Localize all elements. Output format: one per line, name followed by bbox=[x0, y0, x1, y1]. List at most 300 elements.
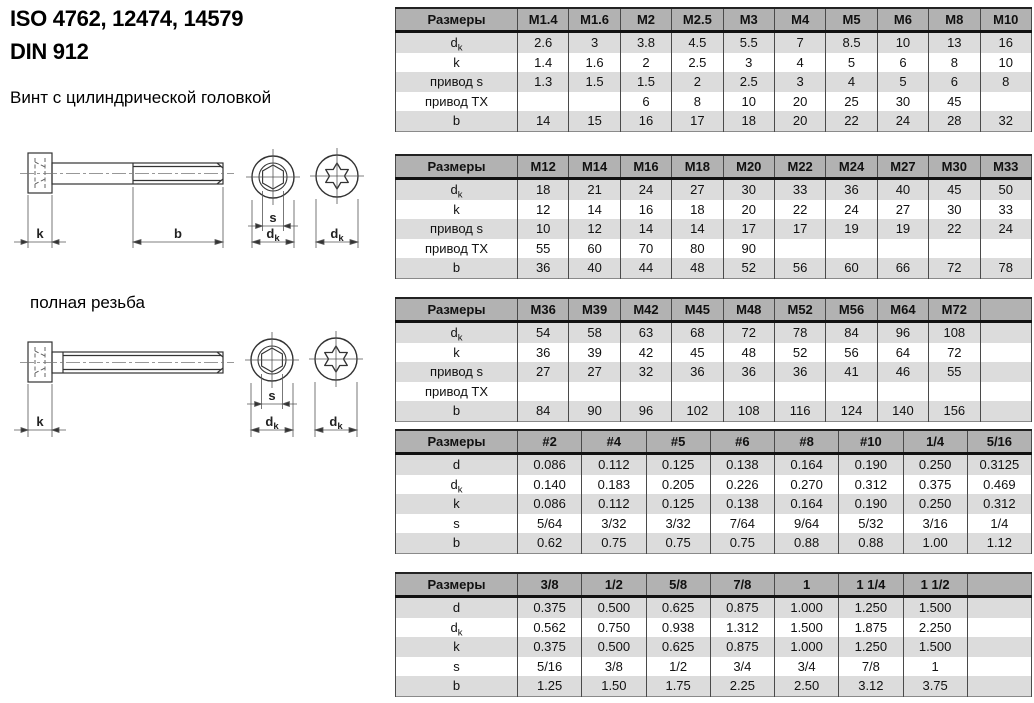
value-cell: 22 bbox=[929, 219, 980, 239]
value-cell: 108 bbox=[723, 401, 774, 421]
row-label: привод TX bbox=[396, 92, 518, 112]
row-label: k bbox=[396, 494, 518, 514]
value-cell: 0.375 bbox=[518, 637, 582, 657]
row-label: s bbox=[396, 514, 518, 534]
value-cell: 3/4 bbox=[710, 657, 774, 677]
dim-label-dk: $d_k$ bbox=[265, 414, 279, 432]
row-label: d bbox=[396, 597, 518, 618]
value-cell bbox=[967, 637, 1031, 657]
value-cell: 52 bbox=[723, 258, 774, 278]
value-cell: 0.190 bbox=[839, 454, 903, 475]
value-cell: 20 bbox=[723, 200, 774, 220]
value-cell: 1.875 bbox=[839, 618, 903, 638]
dimension-table-5 bbox=[395, 572, 1032, 697]
value-cell: 3.12 bbox=[839, 676, 903, 696]
value-cell: 3 bbox=[774, 72, 825, 92]
size-corner-header: Размеры bbox=[396, 298, 518, 322]
value-cell: 5.5 bbox=[723, 32, 774, 53]
value-cell: 1 bbox=[903, 657, 967, 677]
value-cell: 0.226 bbox=[710, 475, 774, 495]
value-cell: 30 bbox=[723, 179, 774, 200]
value-cell: 0.88 bbox=[775, 533, 839, 553]
value-cell: 4.5 bbox=[672, 32, 723, 53]
size-column-header: M16 bbox=[620, 155, 671, 179]
value-cell: 8 bbox=[929, 53, 980, 73]
value-cell bbox=[980, 92, 1031, 112]
value-cell: 1.500 bbox=[775, 618, 839, 638]
value-cell: 0.270 bbox=[775, 475, 839, 495]
dimension-table-2 bbox=[395, 154, 1032, 279]
value-cell: 0.190 bbox=[839, 494, 903, 514]
value-cell bbox=[929, 239, 980, 259]
row-label: s bbox=[396, 657, 518, 677]
value-cell: 0.62 bbox=[518, 533, 582, 553]
value-cell: 24 bbox=[620, 179, 671, 200]
value-cell: 0.75 bbox=[710, 533, 774, 553]
size-column-header: M4 bbox=[774, 8, 825, 32]
table-row bbox=[396, 494, 1032, 514]
value-cell bbox=[980, 362, 1031, 382]
row-label: k bbox=[396, 53, 518, 73]
value-cell bbox=[980, 382, 1031, 402]
size-column-header: #8 bbox=[775, 430, 839, 454]
size-column-header: 1 1/4 bbox=[839, 573, 903, 597]
value-cell: 7/8 bbox=[839, 657, 903, 677]
value-cell: 13 bbox=[929, 32, 980, 53]
value-cell: 0.138 bbox=[710, 494, 774, 514]
title-din: DIN 912 bbox=[10, 39, 89, 64]
size-column-header: M12 bbox=[518, 155, 569, 179]
value-cell: 16 bbox=[980, 32, 1031, 53]
value-cell: 1.00 bbox=[903, 533, 967, 553]
size-column-header: 1 1/2 bbox=[903, 573, 967, 597]
dimension-table-3 bbox=[395, 297, 1032, 422]
value-cell: 22 bbox=[774, 200, 825, 220]
hidden-socket-lines bbox=[35, 158, 45, 188]
value-cell bbox=[620, 382, 671, 402]
value-cell: 55 bbox=[518, 239, 569, 259]
size-corner-header: Размеры bbox=[396, 8, 518, 32]
value-cell: 0.112 bbox=[582, 494, 646, 514]
size-column-header: M45 bbox=[672, 298, 723, 322]
size-column-header: #6 bbox=[710, 430, 774, 454]
value-cell bbox=[826, 239, 877, 259]
value-cell: 15 bbox=[569, 111, 620, 131]
value-cell: 20 bbox=[774, 111, 825, 131]
size-column-header: 1/4 bbox=[903, 430, 967, 454]
value-cell: 17 bbox=[723, 219, 774, 239]
size-column-header: M72 bbox=[929, 298, 980, 322]
dim-label-dk: $d_k$ bbox=[266, 226, 280, 244]
size-column-header: M27 bbox=[877, 155, 928, 179]
value-cell: 21 bbox=[569, 179, 620, 200]
value-cell: 2.5 bbox=[723, 72, 774, 92]
table-row bbox=[396, 676, 1032, 696]
value-cell bbox=[569, 382, 620, 402]
value-cell bbox=[569, 92, 620, 112]
value-cell: 0.312 bbox=[839, 475, 903, 495]
value-cell: 0.164 bbox=[775, 494, 839, 514]
value-cell: 45 bbox=[929, 179, 980, 200]
screw-side-view bbox=[28, 342, 223, 382]
table-row bbox=[396, 362, 1032, 382]
value-cell: 0.938 bbox=[646, 618, 710, 638]
value-cell: 78 bbox=[980, 258, 1031, 278]
value-cell: 108 bbox=[929, 322, 980, 343]
value-cell bbox=[774, 239, 825, 259]
value-cell: 7/64 bbox=[710, 514, 774, 534]
size-column-header: M6 bbox=[877, 8, 928, 32]
screw-drawing-full-thread bbox=[10, 315, 385, 445]
size-column-header: M22 bbox=[774, 155, 825, 179]
value-cell: 72 bbox=[929, 258, 980, 278]
value-cell: 36 bbox=[774, 362, 825, 382]
value-cell: 33 bbox=[980, 200, 1031, 220]
row-label: привод TX bbox=[396, 382, 518, 402]
value-cell: 28 bbox=[929, 111, 980, 131]
value-cell: 42 bbox=[620, 343, 671, 363]
value-cell: 102 bbox=[672, 401, 723, 421]
value-cell: 0.205 bbox=[646, 475, 710, 495]
value-cell: 72 bbox=[929, 343, 980, 363]
value-cell bbox=[967, 597, 1031, 618]
value-cell: 0.562 bbox=[518, 618, 582, 638]
size-column-header: M36 bbox=[518, 298, 569, 322]
value-cell: 10 bbox=[980, 53, 1031, 73]
value-cell: 36 bbox=[672, 362, 723, 382]
value-cell: 0.625 bbox=[646, 637, 710, 657]
value-cell: 12 bbox=[569, 219, 620, 239]
value-cell: 48 bbox=[672, 258, 723, 278]
value-cell: 32 bbox=[980, 111, 1031, 131]
value-cell: 14 bbox=[569, 200, 620, 220]
value-cell: 90 bbox=[569, 401, 620, 421]
value-cell: 2 bbox=[620, 53, 671, 73]
value-cell: 8 bbox=[672, 92, 723, 112]
value-cell: 1.000 bbox=[775, 597, 839, 618]
value-cell: 0.500 bbox=[582, 637, 646, 657]
table-row bbox=[396, 200, 1032, 220]
value-cell: 14 bbox=[672, 219, 723, 239]
value-cell: 10 bbox=[877, 32, 928, 53]
size-column-header: M1.4 bbox=[518, 8, 569, 32]
size-column-header bbox=[967, 573, 1031, 597]
table-row bbox=[396, 401, 1032, 421]
table-row bbox=[396, 382, 1032, 402]
table-row bbox=[396, 475, 1032, 495]
value-cell: 68 bbox=[672, 322, 723, 343]
dim-label-dk: $d_k$ bbox=[329, 414, 343, 432]
value-cell: 60 bbox=[569, 239, 620, 259]
size-column-header: M5 bbox=[826, 8, 877, 32]
dim-label-k: k bbox=[36, 414, 44, 429]
size-column-header: M3 bbox=[723, 8, 774, 32]
hidden-socket-lines bbox=[35, 347, 45, 377]
value-cell bbox=[723, 382, 774, 402]
value-cell bbox=[518, 92, 569, 112]
value-cell: 32 bbox=[620, 362, 671, 382]
value-cell: 1.250 bbox=[839, 597, 903, 618]
value-cell: 5/64 bbox=[518, 514, 582, 534]
value-cell: 10 bbox=[723, 92, 774, 112]
value-cell: 22 bbox=[826, 111, 877, 131]
value-cell bbox=[774, 382, 825, 402]
size-corner-header: Размеры bbox=[396, 573, 518, 597]
value-cell bbox=[672, 382, 723, 402]
value-cell: 0.469 bbox=[967, 475, 1031, 495]
table-row bbox=[396, 179, 1032, 200]
value-cell: 0.125 bbox=[646, 494, 710, 514]
value-cell: 0.88 bbox=[839, 533, 903, 553]
size-column-header: M2 bbox=[620, 8, 671, 32]
screw-side-view bbox=[28, 153, 223, 193]
value-cell: 1.6 bbox=[569, 53, 620, 73]
crosshair bbox=[245, 332, 299, 388]
value-cell: 1.4 bbox=[518, 53, 569, 73]
dim-label-k: k bbox=[36, 226, 44, 241]
dim-label-s: s bbox=[269, 210, 277, 225]
value-cell: 0.375 bbox=[903, 475, 967, 495]
size-column-header: 1 bbox=[775, 573, 839, 597]
value-cell: 19 bbox=[826, 219, 877, 239]
size-column-header: #4 bbox=[582, 430, 646, 454]
size-column-header: M10 bbox=[980, 8, 1031, 32]
row-label: b bbox=[396, 533, 518, 553]
table-row bbox=[396, 514, 1032, 534]
table-row bbox=[396, 111, 1032, 131]
size-column-header: 1/2 bbox=[582, 573, 646, 597]
value-cell: 9/64 bbox=[775, 514, 839, 534]
value-cell: 156 bbox=[929, 401, 980, 421]
value-cell bbox=[980, 322, 1031, 343]
table-row bbox=[396, 239, 1032, 259]
size-column-header: 7/8 bbox=[710, 573, 774, 597]
value-cell: 5/32 bbox=[839, 514, 903, 534]
value-cell: 36 bbox=[518, 258, 569, 278]
value-cell: 0.625 bbox=[646, 597, 710, 618]
value-cell: 58 bbox=[569, 322, 620, 343]
table-row bbox=[396, 618, 1032, 638]
value-cell: 3/32 bbox=[582, 514, 646, 534]
value-cell: 1.500 bbox=[903, 597, 967, 618]
value-cell: 1.500 bbox=[903, 637, 967, 657]
value-cell: 45 bbox=[672, 343, 723, 363]
value-cell: 14 bbox=[518, 111, 569, 131]
size-column-header: M24 bbox=[826, 155, 877, 179]
value-cell: 0.500 bbox=[582, 597, 646, 618]
value-cell: 1.3 bbox=[518, 72, 569, 92]
value-cell: 84 bbox=[826, 322, 877, 343]
value-cell: 41 bbox=[826, 362, 877, 382]
value-cell: 66 bbox=[877, 258, 928, 278]
table-row bbox=[396, 454, 1032, 475]
value-cell: 84 bbox=[518, 401, 569, 421]
value-cell: 36 bbox=[826, 179, 877, 200]
row-label: $d_k$ bbox=[396, 322, 518, 343]
value-cell: 0.183 bbox=[582, 475, 646, 495]
value-cell bbox=[826, 382, 877, 402]
table-row bbox=[396, 597, 1032, 618]
value-cell: 16 bbox=[620, 200, 671, 220]
size-column-header: M48 bbox=[723, 298, 774, 322]
size-column-header: 5/8 bbox=[646, 573, 710, 597]
value-cell: 3 bbox=[569, 32, 620, 53]
value-cell: 54 bbox=[518, 322, 569, 343]
row-label: привод s bbox=[396, 362, 518, 382]
value-cell: 0.086 bbox=[518, 494, 582, 514]
size-column-header: M56 bbox=[826, 298, 877, 322]
row-label: k bbox=[396, 637, 518, 657]
size-column-header: M14 bbox=[569, 155, 620, 179]
value-cell: 0.875 bbox=[710, 637, 774, 657]
value-cell: 3/4 bbox=[775, 657, 839, 677]
value-cell bbox=[967, 657, 1031, 677]
value-cell: 2.50 bbox=[775, 676, 839, 696]
row-label: b bbox=[396, 111, 518, 131]
table-row bbox=[396, 219, 1032, 239]
value-cell: 0.750 bbox=[582, 618, 646, 638]
value-cell: 3 bbox=[723, 53, 774, 73]
value-cell: 1.250 bbox=[839, 637, 903, 657]
table-row bbox=[396, 72, 1032, 92]
size-column-header: M42 bbox=[620, 298, 671, 322]
crosshair bbox=[246, 149, 300, 205]
value-cell: 27 bbox=[518, 362, 569, 382]
page-title bbox=[10, 2, 243, 68]
value-cell: 52 bbox=[774, 343, 825, 363]
size-column-header: M2.5 bbox=[672, 8, 723, 32]
value-cell: 27 bbox=[569, 362, 620, 382]
value-cell: 46 bbox=[877, 362, 928, 382]
value-cell: 1.75 bbox=[646, 676, 710, 696]
row-label: $d_k$ bbox=[396, 32, 518, 53]
value-cell bbox=[877, 239, 928, 259]
dimension-lines bbox=[14, 187, 358, 248]
row-label: b bbox=[396, 401, 518, 421]
value-cell: 0.875 bbox=[710, 597, 774, 618]
value-cell: 0.75 bbox=[646, 533, 710, 553]
value-cell: 40 bbox=[569, 258, 620, 278]
size-column-header: 5/16 bbox=[967, 430, 1031, 454]
value-cell: 55 bbox=[929, 362, 980, 382]
table-row bbox=[396, 32, 1032, 53]
value-cell: 63 bbox=[620, 322, 671, 343]
dimension-table-4 bbox=[395, 429, 1032, 554]
page-subtitle: Винт с цилиндрической головкой bbox=[10, 88, 272, 107]
value-cell: 18 bbox=[672, 200, 723, 220]
crosshair bbox=[309, 331, 363, 387]
row-label: d bbox=[396, 454, 518, 475]
table-row bbox=[396, 322, 1032, 343]
value-cell: 72 bbox=[723, 322, 774, 343]
value-cell: 14 bbox=[620, 219, 671, 239]
size-column-header: M64 bbox=[877, 298, 928, 322]
value-cell: 6 bbox=[620, 92, 671, 112]
value-cell: 1.12 bbox=[967, 533, 1031, 553]
value-cell: 5 bbox=[877, 72, 928, 92]
size-column-header: 3/8 bbox=[518, 573, 582, 597]
value-cell: 2.25 bbox=[710, 676, 774, 696]
value-cell: 2 bbox=[672, 72, 723, 92]
value-cell: 24 bbox=[826, 200, 877, 220]
row-label: b bbox=[396, 676, 518, 696]
row-label: привод TX bbox=[396, 239, 518, 259]
value-cell: 116 bbox=[774, 401, 825, 421]
dimension-lines bbox=[14, 374, 357, 437]
value-cell: 3/32 bbox=[646, 514, 710, 534]
value-cell: 3.75 bbox=[903, 676, 967, 696]
row-label: привод s bbox=[396, 72, 518, 92]
value-cell: 7 bbox=[774, 32, 825, 53]
size-corner-header: Размеры bbox=[396, 430, 518, 454]
value-cell: 0.140 bbox=[518, 475, 582, 495]
value-cell bbox=[980, 239, 1031, 259]
value-cell: 1.5 bbox=[569, 72, 620, 92]
value-cell: 0.375 bbox=[518, 597, 582, 618]
value-cell: 27 bbox=[877, 200, 928, 220]
row-label: k bbox=[396, 343, 518, 363]
value-cell: 78 bbox=[774, 322, 825, 343]
value-cell: 18 bbox=[518, 179, 569, 200]
value-cell: 50 bbox=[980, 179, 1031, 200]
crosshair bbox=[310, 148, 364, 204]
value-cell: 20 bbox=[774, 92, 825, 112]
value-cell: 2.6 bbox=[518, 32, 569, 53]
value-cell: 0.3125 bbox=[967, 454, 1031, 475]
value-cell: 0.164 bbox=[775, 454, 839, 475]
value-cell: 0.75 bbox=[582, 533, 646, 553]
value-cell: 3/8 bbox=[582, 657, 646, 677]
size-column-header: M52 bbox=[774, 298, 825, 322]
table-row bbox=[396, 53, 1032, 73]
value-cell: 0.250 bbox=[903, 454, 967, 475]
value-cell: 3.8 bbox=[620, 32, 671, 53]
value-cell: 96 bbox=[877, 322, 928, 343]
value-cell: 24 bbox=[980, 219, 1031, 239]
size-column-header: M33 bbox=[980, 155, 1031, 179]
value-cell: 8 bbox=[980, 72, 1031, 92]
table-row bbox=[396, 533, 1032, 553]
value-cell: 39 bbox=[569, 343, 620, 363]
value-cell: 17 bbox=[672, 111, 723, 131]
value-cell bbox=[518, 382, 569, 402]
value-cell: 140 bbox=[877, 401, 928, 421]
value-cell: 40 bbox=[877, 179, 928, 200]
value-cell: 0.312 bbox=[967, 494, 1031, 514]
value-cell bbox=[967, 618, 1031, 638]
value-cell: 124 bbox=[826, 401, 877, 421]
value-cell: 2.250 bbox=[903, 618, 967, 638]
value-cell: 5/16 bbox=[518, 657, 582, 677]
table-row bbox=[396, 343, 1032, 363]
value-cell: 4 bbox=[774, 53, 825, 73]
table-row bbox=[396, 258, 1032, 278]
dim-label-dk: $d_k$ bbox=[330, 226, 344, 244]
value-cell: 56 bbox=[774, 258, 825, 278]
value-cell: 0.250 bbox=[903, 494, 967, 514]
value-cell bbox=[967, 676, 1031, 696]
value-cell: 3/16 bbox=[903, 514, 967, 534]
value-cell: 0.138 bbox=[710, 454, 774, 475]
value-cell: 1.50 bbox=[582, 676, 646, 696]
value-cell: 5 bbox=[826, 53, 877, 73]
value-cell: 70 bbox=[620, 239, 671, 259]
table-row bbox=[396, 637, 1032, 657]
value-cell: 24 bbox=[877, 111, 928, 131]
value-cell: 90 bbox=[723, 239, 774, 259]
value-cell: 45 bbox=[929, 92, 980, 112]
value-cell: 10 bbox=[518, 219, 569, 239]
